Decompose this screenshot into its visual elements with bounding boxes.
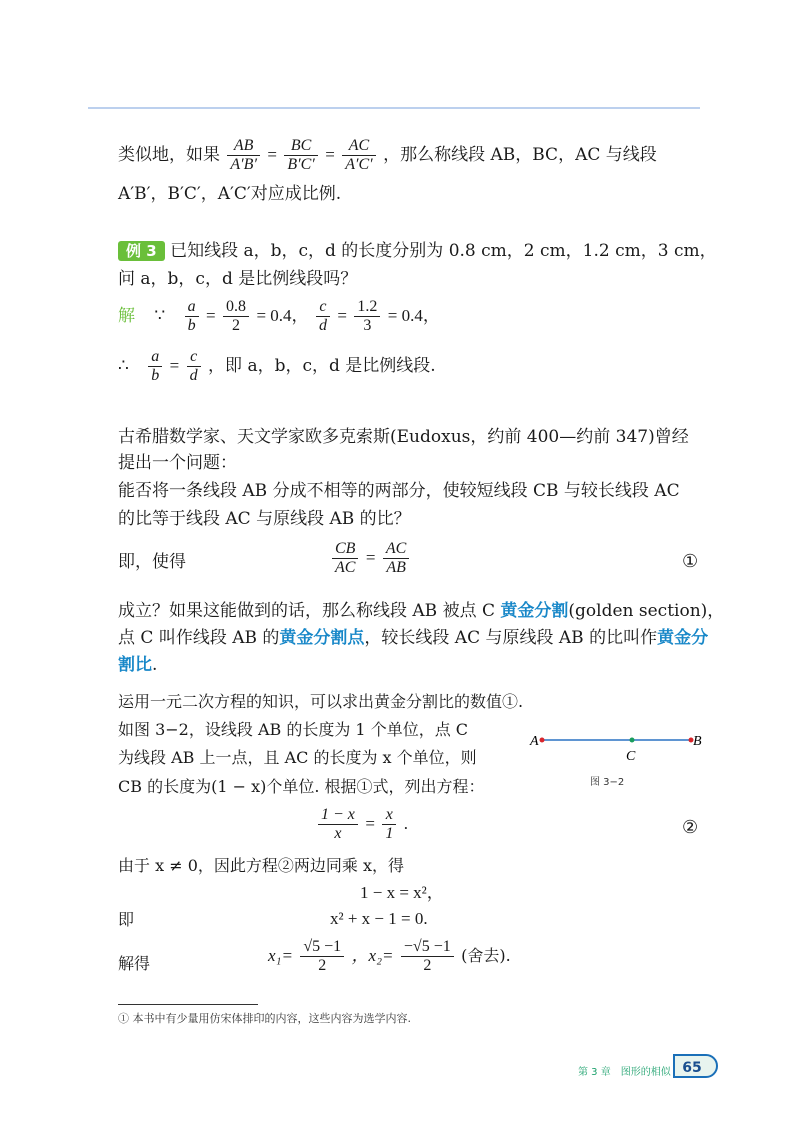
solution-roots: x₁= $\frac{√5 -1}{2}$ ，x₂= $\frac{-√5 -1}{2}$ (舍去). bbox=[268, 938, 511, 974]
method-line3: 为线段 AB 上一点，且 AC 的长度为 x 个单位，则 bbox=[118, 748, 477, 767]
solution-line1: 解 ∵ $\frac{a}{b}$ = $\frac{0.8}{2}$ = 0.4， $\frac{c}{d}$ = $\frac{1.2}{3}$ = 0.4， bbox=[118, 298, 440, 334]
point-a bbox=[540, 738, 545, 743]
fraction-ac: $\frac{AC}{A'C'}$ bbox=[342, 137, 375, 174]
header-rule bbox=[88, 107, 700, 109]
page-number: 65 bbox=[682, 1060, 702, 1076]
para1-lead: 类似地，如果 bbox=[118, 145, 220, 165]
example3-line2: 问 a，b，c，d 是比例线段吗？ bbox=[118, 269, 358, 289]
derive-ji: 即 bbox=[118, 910, 135, 929]
method-line1: 运用一元二次方程的知识，可以求出黄金分割比的数值①. bbox=[118, 692, 524, 711]
figure-caption: 图 3−2 bbox=[590, 777, 625, 788]
derive-line1: 由于 x ≠ 0，因此方程②两边同乘 x，得 bbox=[118, 856, 404, 875]
equation-1: $\frac{CB}{AC}$ = $\frac{AC}{AB}$ bbox=[330, 540, 411, 577]
derive-solve-label: 解得 bbox=[118, 954, 151, 973]
example3-badge: 例 3 bbox=[118, 241, 165, 261]
footnote: ① 本书中有少量用仿宋体排印的内容，这些内容为选学内容. bbox=[118, 1012, 411, 1025]
solution-line2: ∴ $\frac{a}{b}$ = $\frac{c}{d}$ ，即 a，b，c，d 是比例线段. bbox=[118, 348, 436, 384]
method-line2: 如图 3−2，设线段 AB 的长度为 1 个单位，点 C bbox=[118, 720, 469, 739]
method-line4: CB 的长度为(1 − x)个单位. 根据①式，列出方程： bbox=[118, 777, 485, 796]
term-golden-ratio-b: 割比 bbox=[118, 655, 152, 675]
footnote-rule bbox=[118, 1004, 258, 1005]
golden-def-line3: 割比. bbox=[118, 655, 158, 675]
label-c: C bbox=[626, 749, 636, 764]
golden-def-line1: 成立？如果这能做到的话，那么称线段 AB 被点 C 黄金分割(golden section)， bbox=[118, 601, 725, 621]
derive-eq-b: x² + x − 1 = 0. bbox=[330, 909, 428, 928]
example3-line1: 例 3 已知线段 a，b，c，d 的长度分别为 0.8 cm，2 cm，1.2 cm，3 cm， bbox=[118, 238, 717, 264]
fraction-bc: $\frac{BC}{B'C'}$ bbox=[284, 137, 317, 174]
eudoxus-line1: 古希腊数学家、天文学家欧多克索斯(Eudoxus，约前 400—约前 347)曾经 bbox=[118, 427, 689, 447]
equation-2: $\frac{1 - x}{x}$ = $\frac{x}{1}$ . bbox=[316, 806, 408, 843]
point-c bbox=[630, 738, 635, 743]
para1-tail: ，那么称线段 AB，BC，AC 与线段 bbox=[383, 145, 657, 165]
similar-ratio-line1: 类似地，如果 $\frac{AB}{A'B'}$ = $\frac{BC}{B'C'}$ = $\frac{AC}{A'C'}$ ，那么称线段 AB，BC，AC 与线段 bbox=[118, 137, 657, 173]
solution-label: 解 bbox=[118, 306, 135, 326]
derive-eq-a: 1 − x = x²， bbox=[360, 883, 444, 902]
eudoxus-line2: 提出一个问题： bbox=[118, 453, 237, 473]
figure-3-2 bbox=[528, 728, 708, 798]
golden-def-line2: 点 C 叫作线段 AB 的黄金分割点，较长线段 AC 与原线段 AB 的比叫作黄金分 bbox=[118, 628, 709, 648]
term-golden-section: 黄金分割 bbox=[500, 601, 569, 621]
equation-2-marker: ② bbox=[682, 817, 699, 838]
eudoxus-line3: 能否将一条线段 AB 分成不相等的两部分，使较短线段 CB 与较长线段 AC bbox=[118, 481, 680, 501]
equation-1-marker: ① bbox=[682, 551, 699, 572]
term-golden-ratio-a: 黄金分 bbox=[657, 628, 709, 648]
label-a: A bbox=[530, 734, 539, 749]
eq1-lead: 即，使得 bbox=[118, 552, 186, 572]
term-golden-point: 黄金分割点 bbox=[279, 628, 365, 648]
chapter-label: 第 3 章 图形的相似 bbox=[578, 1067, 671, 1078]
eudoxus-line4: 的比等于线段 AC 与原线段 AB 的比？ bbox=[118, 509, 411, 529]
page-number-badge bbox=[668, 1053, 720, 1079]
fraction-ab: $\frac{AB}{A'B'}$ bbox=[227, 137, 260, 174]
label-b: B bbox=[693, 734, 702, 749]
similar-ratio-line2: A′B′，B′C′，A′C′对应成比例. bbox=[118, 184, 342, 204]
